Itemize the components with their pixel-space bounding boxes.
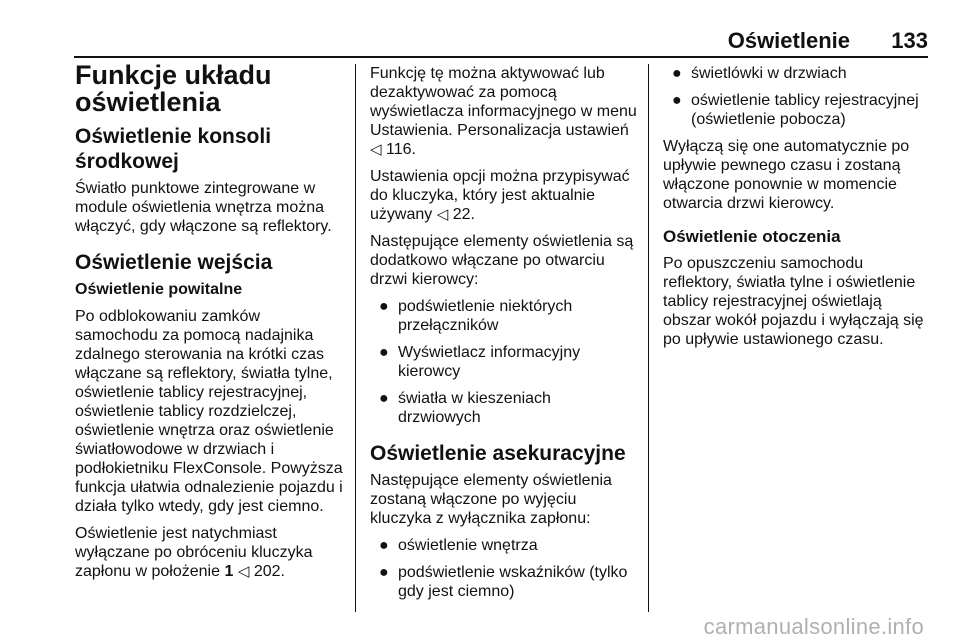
column-divider <box>648 64 649 612</box>
bullet-icon: ● <box>379 344 389 361</box>
welcome-lighting-text: Po odblokowaniu zamków samochodu za pomocą nadajnika zdalnego sterowania na krótki czas włączane są reflektory, światła tylne, oświetlenie tablicy rejestracyjnej, oświetlenie tablicy rozdzielczej, oświetlenie wnętrza oraz oświetlenie światłowodowe w drzwiach i podłokietniku FlexConsole. Powyższa funkcja ułatwia odnalezienie pojazdu i działa tylko wtedy, gdy jest ciemno. <box>75 308 343 515</box>
column-3 <box>663 64 931 357</box>
bullet-icon: ● <box>672 65 682 82</box>
list-item <box>370 297 638 335</box>
exit-lighting-list <box>370 536 638 601</box>
list-item-text: podświetlenie niektórych przełączników <box>398 298 573 334</box>
exit-lighting-heading: Oświetlenie asekuracyjne <box>370 442 626 465</box>
lighting-off-sentence: Oświetlenie jest natychmiast wyłączane po obróceniu kluczyka zapłonu w położenie <box>75 525 313 580</box>
list-item <box>663 91 931 129</box>
column-1 <box>75 60 343 589</box>
key-assignment-sentence: Ustawienia opcji można przypisywać do kluczyka, który jest aktualnie używany <box>370 168 630 223</box>
page-reference: 202. <box>253 563 285 580</box>
lighting-off-text <box>75 524 343 581</box>
reference-arrow-icon: ◁ <box>370 141 382 158</box>
bullet-icon: ● <box>379 298 389 315</box>
section-title: Oświetlenie <box>727 28 850 53</box>
list-item <box>370 343 638 381</box>
page-number: 133 <box>891 28 928 53</box>
surround-lighting-heading: Oświetlenie otoczenia <box>663 227 841 246</box>
list-item-text: oświetlenie wnętrza <box>398 537 538 554</box>
exit-lighting-list-continued <box>663 64 931 129</box>
header-rule <box>74 56 928 58</box>
driver-door-list <box>370 297 638 427</box>
entry-lighting-heading: Oświetlenie wejścia <box>75 251 273 274</box>
column-divider <box>355 64 356 612</box>
list-item <box>370 536 638 555</box>
bullet-icon: ● <box>672 92 682 109</box>
activation-sentence: Funkcję tę można aktywować lub dezaktywować za pomocą wyświetlacza informacyjnego w menu Ustawienia. Personalizacja ustawień <box>370 65 637 139</box>
auto-off-text: Wyłączą się one automatycznie po upływie pewnego czasu i zostaną włączone ponownie w momencie otwarcia drzwi kierowcy. <box>663 138 910 212</box>
ignition-position: 1 <box>224 563 234 580</box>
exit-lighting-text: Następujące elementy oświetlenia zostaną włączone po wyjęciu kluczyka z wyłącznika zapłonu: <box>370 472 612 527</box>
watermark: carmanualsonline.info <box>703 614 924 639</box>
list-item-text: światła w kieszeniach drzwiowych <box>398 390 551 426</box>
welcome-lighting-heading: Oświetlenie powitalne <box>75 281 243 298</box>
chapter-heading: Funkcje układu oświetlenia <box>75 60 272 117</box>
bullet-icon: ● <box>379 390 389 407</box>
list-item <box>370 389 638 427</box>
list-item-text: oświetlenie tablicy rejestracyjnej (oświetlenie pobocza) <box>691 92 919 128</box>
activation-text <box>370 64 638 159</box>
bullet-icon: ● <box>379 564 389 581</box>
console-lighting-heading: Oświetlenie konsoli środkowej <box>75 125 272 173</box>
page-header <box>0 26 960 58</box>
list-item <box>370 563 638 601</box>
driver-door-text: Następujące elementy oświetlenia są dodatkowo włączane po otwarciu drzwi kierowcy: <box>370 233 634 288</box>
list-item-text: świetlówki w drzwiach <box>691 65 847 82</box>
key-assignment-text <box>370 167 638 224</box>
console-lighting-text: Światło punktowe zintegrowane w module oświetlenia wnętrza można włączyć, gdy włączone są reflektory. <box>75 180 332 235</box>
list-item <box>663 64 931 83</box>
surround-lighting-text: Po opuszczeniu samochodu reflektory, światła tylne i oświetlenie tablicy rejestracyjnej oświetlają obszar wokół pojazdu i wyłączają się po upływie ustawionego czasu. <box>663 255 924 348</box>
list-item-text: Wyświetlacz informacyjny kierowcy <box>398 344 581 380</box>
column-2 <box>370 64 638 609</box>
page-reference: 116. <box>386 141 416 158</box>
page-reference: 22. <box>452 206 475 223</box>
reference-arrow-icon: ◁ <box>436 206 449 223</box>
bullet-icon: ● <box>379 537 389 554</box>
reference-arrow-icon: ◁ <box>237 563 250 580</box>
list-item-text: podświetlenie wskaźników (tylko gdy jest ciemno) <box>398 564 628 600</box>
